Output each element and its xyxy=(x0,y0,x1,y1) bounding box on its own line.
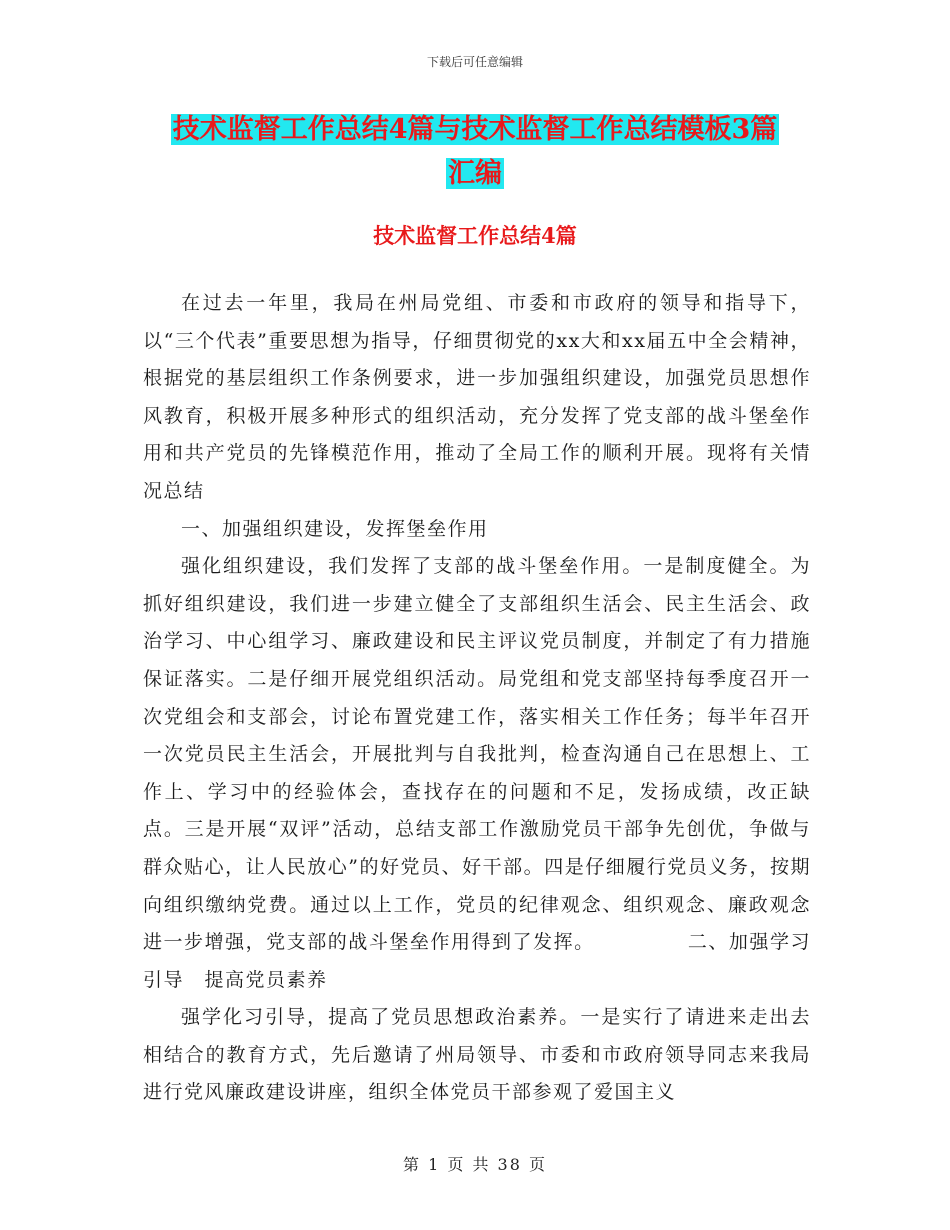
paragraph: 一、加强组织建设，发挥堡垒作用 xyxy=(181,517,489,540)
page-number: 第 1 页 共 38 页 xyxy=(403,1155,547,1174)
paragraph: 强学化习引导，提高了党员思想政治素养。一是实行了请进来走出去相结合的教育方式，先后邀请了州局领导、市委和市政府领导同志来我局进行党风廉政建设讲座，组织全体党员干部参观了爱国主义 xyxy=(143,1006,811,1104)
document-title-line2: 汇编 xyxy=(448,158,502,189)
document-title xyxy=(140,108,810,196)
section-title: 技术监督工作总结4篇 xyxy=(373,223,577,248)
paragraph: 在过去一年里，我局在州局党组、市委和市政府的领导和指导下，以“三个代表”重要思想为指导，仔细贯彻党的xx大和xx届五中全会精神，根据党的基层组织工作条例要求，进一步加强组织建设，加强党员思想作风教育，积极开展多种形式的组织活动，充分发挥了党支部的战斗堡垒作用和共产党员的先锋模范作用，推动了全局工作的顺利开展。现将有关情况总结 xyxy=(143,292,811,502)
header-note: 下载后可任意编辑 xyxy=(426,55,523,69)
document-title-line1: 技术监督工作总结4篇与技术监督工作总结模板3篇 xyxy=(172,114,778,145)
paragraph: 强化组织建设，我们发挥了支部的战斗堡垒作用。一是制度健全。为抓好组织建设，我们进一步建立健全了支部组织生活会、民主生活会、政治学习、中心组学习、廉政建设和民主评议党员制度，并制定了有力措施保证落实。二是仔细开展党组织活动。局党组和党支部坚持每季度召开一次党组会和支部会，讨论布置党建工作，落实相关工作任务；每半年召开一次党员民主生活会，开展批判与自我批判，检查沟通自己在思想上、工作上、学习中的经验体会，查找存在的问题和不足，发扬成绩，改正缺点。三是开展“双评”活动，总结支部工作激励党员干部争先创优，争做与群众贴心，让人民放心”的好党员、好干部。四是仔细履行党员义务，按期向组织缴纳党费。通过以上工作，党员的纪律观念、组织观念、廉政观念进一步增强，党支部的战斗堡垒作用得到了发挥。 二、加强学习引导 提高党员素养 xyxy=(143,555,811,991)
document-body xyxy=(143,285,811,1112)
